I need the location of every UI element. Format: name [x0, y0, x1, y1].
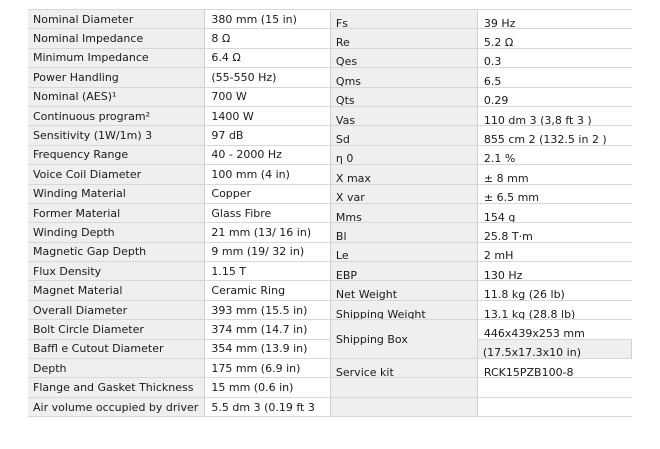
spec-value: 374 mm (14.7 in) [205, 320, 331, 339]
param-label-text: Qts [335, 94, 355, 107]
spec-value: 6.4 Ω [205, 48, 331, 67]
spec-label: Nominal Diameter [28, 10, 205, 29]
param-value-text: 13.1 kg (28.8 lb) [483, 307, 576, 320]
table-row [28, 106, 632, 125]
spec-value: 175 mm (6.9 in) [205, 359, 331, 378]
param-label-text: Sd [335, 133, 350, 146]
spec-label: Voice Coil Diameter [28, 165, 205, 184]
spec-value: 1400 W [205, 106, 331, 125]
table-row [28, 242, 632, 261]
param-label [330, 359, 477, 378]
spec-label: Depth [28, 359, 205, 378]
param-value-text: 39 Hz [483, 16, 516, 29]
speaker-spec-table [28, 9, 632, 417]
empty-cell [330, 378, 477, 397]
param-value-text: 2.1 % [483, 152, 516, 165]
table-row [28, 184, 632, 203]
spec-label: Baffl e Cutout Diameter [28, 339, 205, 358]
spec-label: Power Handling [28, 68, 205, 87]
param-label-text: Qes [335, 55, 358, 68]
spec-label: Magnet Material [28, 281, 205, 300]
param-label [330, 10, 477, 29]
param-label [330, 281, 477, 300]
param-label-text: Re [335, 36, 350, 49]
param-label [330, 165, 477, 184]
spec-label: Bolt Circle Diameter [28, 320, 205, 339]
param-value [477, 145, 631, 164]
param-value [477, 223, 631, 242]
param-value [477, 300, 631, 319]
table-row [28, 262, 632, 281]
spec-label: Nominal (AES)¹ [28, 87, 205, 106]
param-label-text: Fs [335, 16, 348, 29]
param-label [330, 87, 477, 106]
param-label-text: Vas [335, 113, 356, 126]
param-value-text: 0.29 [483, 94, 509, 107]
param-value-text: RCK15PZB100-8 [483, 365, 574, 378]
table-row [28, 165, 632, 184]
table-row [28, 68, 632, 87]
param-label-text: η 0 [335, 152, 354, 165]
param-value-text: 6.5 [483, 74, 502, 88]
param-label [330, 184, 477, 203]
spec-value: 1.15 T [205, 262, 331, 281]
shipping-box-label [330, 320, 477, 359]
param-value-text: 110 dm 3 (3,8 ft 3 ) [483, 113, 592, 126]
param-value [477, 87, 631, 106]
param-value-text: (17.5x17.3x10 in) [482, 346, 581, 359]
param-value-text: 11.8 kg (26 lb) [483, 288, 565, 301]
table-row [28, 145, 632, 164]
spec-value: 700 W [205, 87, 331, 106]
table-row [28, 126, 632, 145]
spec-value: Ceramic Ring [205, 281, 331, 300]
param-value-text: 130 Hz [483, 268, 523, 281]
spec-value: 8 Ω [205, 29, 331, 48]
spec-value: 380 mm (15 in) [205, 10, 331, 29]
param-value [477, 29, 631, 48]
param-value [477, 68, 631, 87]
param-label [330, 242, 477, 261]
param-value [477, 281, 631, 300]
spec-value: 393 mm (15.5 in) [205, 300, 331, 319]
param-label [330, 262, 477, 281]
param-value [477, 184, 631, 203]
param-label-text: Net Weight [335, 288, 398, 301]
spec-value: (55-550 Hz) [205, 68, 331, 87]
spec-label: Nominal Impedance [28, 29, 205, 48]
param-label [330, 48, 477, 67]
spec-label: Continuous program² [28, 106, 205, 125]
param-value-text: 446x439x253 mm [483, 326, 585, 340]
spec-value: 21 mm (13/ 16 in) [205, 223, 331, 242]
param-value [477, 339, 631, 358]
param-label-text: Bl [335, 229, 347, 243]
spec-value: 9 mm (19/ 32 in) [205, 242, 331, 261]
table-row [28, 320, 632, 339]
param-label [330, 223, 477, 242]
param-value [477, 165, 631, 184]
spec-value: 97 dB [205, 126, 331, 145]
spec-label: Overall Diameter [28, 300, 205, 319]
param-label [330, 203, 477, 222]
param-label-text: X max [335, 171, 371, 185]
table-row [28, 281, 632, 300]
param-value-text: 5.2 Ω [483, 36, 514, 49]
spec-value: 354 mm (13.9 in) [205, 339, 331, 358]
spec-value: 15 mm (0.6 in) [205, 378, 331, 397]
param-value-text: 855 cm 2 (132.5 in 2 ) [483, 133, 607, 146]
param-label [330, 29, 477, 48]
param-value [477, 262, 631, 281]
param-label-text: Shipping Weight [335, 307, 426, 320]
param-value [477, 48, 631, 67]
empty-cell [477, 397, 631, 416]
table-row [28, 378, 632, 397]
spec-label: Former Material [28, 203, 205, 222]
table-row [28, 87, 632, 106]
empty-cell [330, 397, 477, 416]
param-value [477, 359, 631, 378]
table-row [28, 223, 632, 242]
table-row [28, 10, 632, 29]
empty-cell [477, 378, 631, 397]
spec-value: 5.5 dm 3 (0.19 ft 3 [205, 397, 331, 416]
spec-value: 100 mm (4 in) [205, 165, 331, 184]
spec-label: Flux Density [28, 262, 205, 281]
param-value [477, 203, 631, 222]
param-value [477, 242, 631, 261]
spec-label: Air volume occupied by driver [28, 397, 205, 416]
param-label-text: Qms [335, 74, 362, 88]
spec-label: Flange and Gasket Thickness [28, 378, 205, 397]
spec-value: 40 - 2000 Hz [205, 145, 331, 164]
table-row [28, 29, 632, 48]
param-value-text: ± 6.5 mm [483, 191, 540, 204]
param-value-text: 25.8 T·m [483, 229, 533, 243]
table-row [28, 339, 632, 358]
param-label-text: X var [335, 191, 365, 204]
param-label [330, 68, 477, 87]
param-value-text: 154 g [483, 210, 516, 223]
table-row [28, 48, 632, 67]
param-value [477, 126, 631, 145]
spec-label: Magnetic Gap Depth [28, 242, 205, 261]
param-value-text: 0.3 [483, 55, 502, 68]
spec-value: Glass Fibre [205, 203, 331, 222]
param-label-text: Le [335, 249, 349, 262]
param-value-text: ± 8 mm [483, 171, 529, 185]
param-value [477, 106, 631, 125]
table-row [28, 359, 632, 378]
spec-label: Minimum Impedance [28, 48, 205, 67]
param-label [330, 145, 477, 164]
param-label [330, 300, 477, 319]
param-label-text: EBP [335, 268, 358, 281]
param-label-text: Mms [335, 210, 362, 223]
spec-label: Frequency Range [28, 145, 205, 164]
table-row [28, 203, 632, 222]
spec-value: Copper [205, 184, 331, 203]
table-row [28, 300, 632, 319]
spec-label: Winding Material [28, 184, 205, 203]
param-label-text: Shipping Box [335, 332, 408, 346]
param-label [330, 126, 477, 145]
spec-label: Winding Depth [28, 223, 205, 242]
param-label-text: Service kit [335, 365, 394, 378]
param-label [330, 106, 477, 125]
param-value [477, 320, 631, 339]
spec-label: Sensitivity (1W/1m) 3 [28, 126, 205, 145]
table-row [28, 397, 632, 416]
param-value-text: 2 mH [483, 249, 514, 262]
param-value [477, 10, 631, 29]
